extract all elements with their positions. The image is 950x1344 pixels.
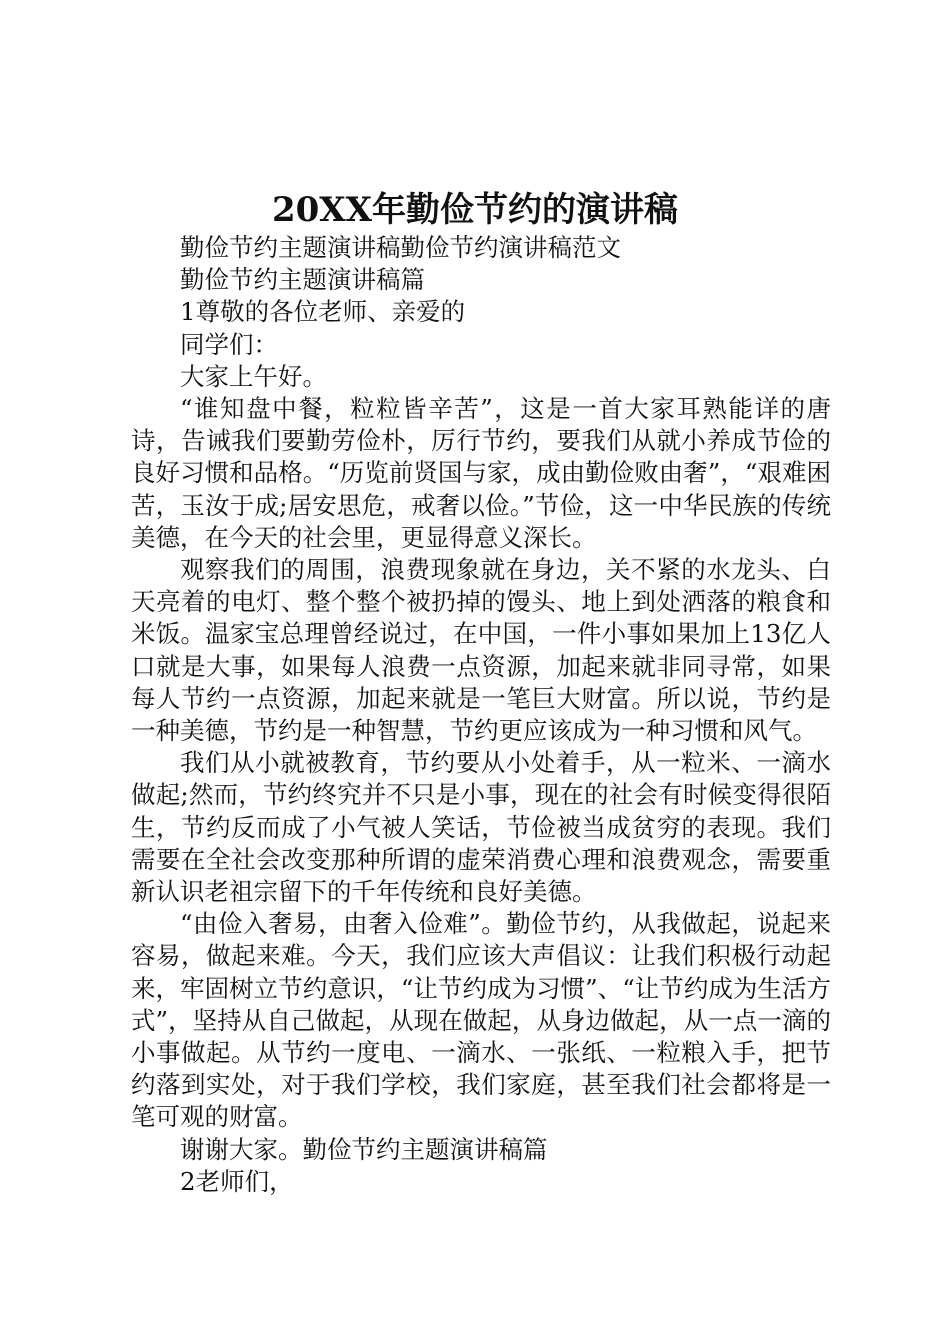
paragraph-body: “由俭入奢易，由奢入俭难”。勤俭节约，从我做起，说起来容易，做起来难。今天，我们应该大声倡议：让我们积极行动起来，牢固树立节约意识，“让节约成为习惯”、“让节约成为生活方式”，坚持从自己做起，从现在做起，从身边做起，从一点一滴的小事做起。从节约一度电、一滴水、一张纸、一粒粮入手，把节约落到实处，对于我们学校，我们家庭，甚至我们社会都将是一笔可观的财富。 <box>131 909 831 1132</box>
document-title: 20XX年勤俭节约的演讲稿 <box>271 190 679 230</box>
paragraph-body: 我们从小就被教育，节约要从小处着手，从一粒米、一滴水做起;然而，节约终究并不只是小事，现在的社会有时候变得很陌生，节约反而成了小气被人笑话，节俭被当成贫穷的表现。我们需要在全社会改变那种所谓的虚荣消费心理和浪费观念，需要重新认识老祖宗留下的千年传统和良好美德。 <box>131 748 831 907</box>
paragraph-closing: 谢谢大家。勤俭节约主题演讲稿篇 <box>180 1134 548 1164</box>
paragraph-section-heading-1: 勤俭节约主题演讲稿篇 <box>180 265 425 295</box>
paragraph-salutation-1: 1尊敬的各位老师、亲爱的 <box>180 297 466 327</box>
paragraph-salutation-2: 同学们： <box>180 329 278 359</box>
paragraph-greeting: 大家上午好。 <box>180 361 327 391</box>
paragraph-body: “谁知盘中餐，粒粒皆辛苦”，这是一首大家耳熟能详的唐诗，告诫我们要勤劳俭朴，厉行节约，要我们从就小养成节俭的良好习惯和品格。“历览前贤国与家，成由勤俭败由奢”，“艰难困苦，玉汝于成;居安思危，戒奢以俭。”节俭，这一中华民族的传统美德，在今天的社会里，更显得意义深长。 <box>131 394 831 552</box>
paragraph-subtitle: 勤俭节约主题演讲稿勤俭节约演讲稿范文 <box>180 233 621 262</box>
document-body <box>131 232 831 1198</box>
paragraph-section-heading-2: 2老师们， <box>180 1166 294 1196</box>
paragraph-body: 观察我们的周围，浪费现象就在身边，关不紧的水龙头、白天亮着的电灯、整个整个被扔掉的馒头、地上到处洒落的粮食和米饭。温家宝总理曾经说过，在中国，一件小事如果加上13亿人口就是大事，如果每人浪费一点资源，加起来就非同寻常，如果每人节约一点资源，加起来就是一笔巨大财富。所以说，节约是一种美德，节约是一种智慧，节约更应该成为一种习惯和风气。 <box>131 555 831 746</box>
